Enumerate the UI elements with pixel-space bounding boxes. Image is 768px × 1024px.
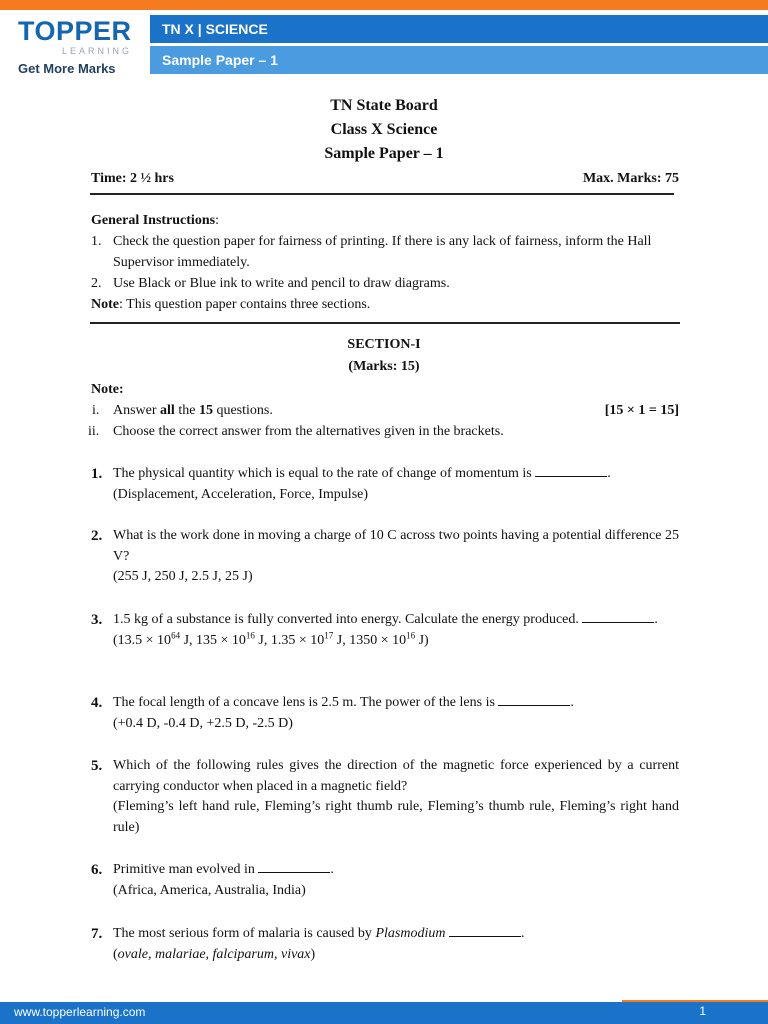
question-3: 3. 1.5 kg of a substance is fully converted into energy. Calculate the energy produced. . ($13.5 \times 10^{64}$ J, $135 \times 10^{16}$ J, $1.35 \times 10^{17}$ J, $1350 \times 10^{16}$ J) <box>91 610 679 651</box>
top-accent-bar <box>0 0 768 10</box>
section-notes <box>88 379 681 442</box>
question-options: ($13.5 \times 10^{64}$ J, $135 \times 10^{16}$ J, $1.35 \times 10^{17}$ J, $1350 \times 10^{16}$ J) <box>113 629 429 648</box>
question-7: 7. The most serious form of malaria is caused by Plasmodium . (ovale, malariae, falciparum, vivax) <box>91 924 679 965</box>
title-paper: Sample Paper – 1 <box>324 145 444 162</box>
question-4: 4. The focal length of a concave lens is 2.5 m. The power of the lens is . (+0.4 D, -0.4 D, +2.5 D, -2.5 D) <box>91 693 679 734</box>
question-options: (Africa, America, Australia, India) <box>113 882 306 898</box>
instruction-item: 1. Check the question paper for fairness of printing. If there is any lack of fairness, inform the Hall Supervisor immediately. <box>91 234 652 270</box>
section-note-item: i. Answer all the 15 questions. [15 × 1 = 15] <box>91 400 681 421</box>
title-board: TN State Board <box>330 97 438 114</box>
question-1: 1. The physical quantity which is equal to the rate of change of momentum is . (Displacement, Acceleration, Force, Impulse) <box>91 464 679 505</box>
footer-url-link[interactable]: www.topperlearning.com <box>14 1005 146 1019</box>
footer-bar <box>0 1002 768 1024</box>
answer-blank <box>535 464 607 477</box>
header-course: TN X | SCIENCE <box>162 21 268 37</box>
question-6: 6. Primitive man evolved in . (Africa, America, Australia, India) <box>91 860 679 901</box>
section-note-label: Note: <box>91 382 124 397</box>
logo-subtext: LEARNING <box>62 46 133 56</box>
instructions-heading: General Instructions <box>91 213 216 228</box>
instructions-note: Note: This question paper contains three sections. <box>91 297 371 312</box>
answer-blank <box>582 610 654 623</box>
logo-tagline: Get More Marks <box>18 61 116 76</box>
answer-blank <box>498 693 570 706</box>
question-options: (255 J, 250 J, 2.5 J, 25 J) <box>113 569 253 584</box>
section-marks-formula: [15 × 1 = 15] <box>604 403 679 418</box>
title-class: Class X Science <box>330 121 438 138</box>
section-note-item: ii. Choose the correct answer from the alternatives given in the brackets. <box>88 424 504 439</box>
question-options: (ovale, malariae, falciparum, vivax) <box>113 946 316 962</box>
page-number: 1 <box>699 1004 706 1018</box>
logo-wordmark: TOPPER <box>18 16 132 46</box>
question-options: (+0.4 D, -0.4 D, +2.5 D, -2.5 D) <box>113 715 293 731</box>
section-title: SECTION-I <box>347 337 421 352</box>
instruction-item: 2. Use Black or Blue ink to write and pencil to draw diagrams. <box>91 276 450 291</box>
question-2: 2. What is the work done in moving a charge of 10 C across two points having a potential difference 25 V? (255 J, 250 J, 2.5 J, 25 J) <box>91 526 679 588</box>
header-paper: Sample Paper – 1 <box>162 52 278 68</box>
section-divider <box>90 322 680 324</box>
header-paper-bar <box>150 46 768 74</box>
meta-divider <box>90 193 674 195</box>
topper-logo[interactable] <box>18 16 133 76</box>
max-marks-label: Max. Marks: 75 <box>582 171 679 186</box>
question-5: 5. Which of the following rules gives the direction of the magnetic force experienced by a current carrying conductor when placed in a magnetic field? (Fleming’s left hand rule, Fleming’s right thumb rule, Fleming’s thumb rule, Fleming’s right hand rule) <box>91 756 679 838</box>
general-instructions: General Instructions: 1. Check the question paper for fairness of printing. If there is any lack of fairness, inform the Hall Supervisor immediately. 2. Use Black or Blue ink to write and pencil to draw diagrams. Note: This question paper contains three sections. <box>91 210 681 315</box>
question-options: (Fleming’s left hand rule, Fleming’s right thumb rule, Fleming’s thumb rule, Fleming’s right hand rule) <box>113 799 679 835</box>
answer-blank <box>449 924 521 937</box>
header-course-bar <box>150 15 768 43</box>
answer-blank <box>258 860 330 873</box>
meta-row <box>91 171 679 187</box>
section-marks: (Marks: 15) <box>348 359 420 374</box>
time-label: Time: 2 ½ hrs <box>91 171 174 186</box>
question-options: (Displacement, Acceleration, Force, Impulse) <box>113 486 369 502</box>
